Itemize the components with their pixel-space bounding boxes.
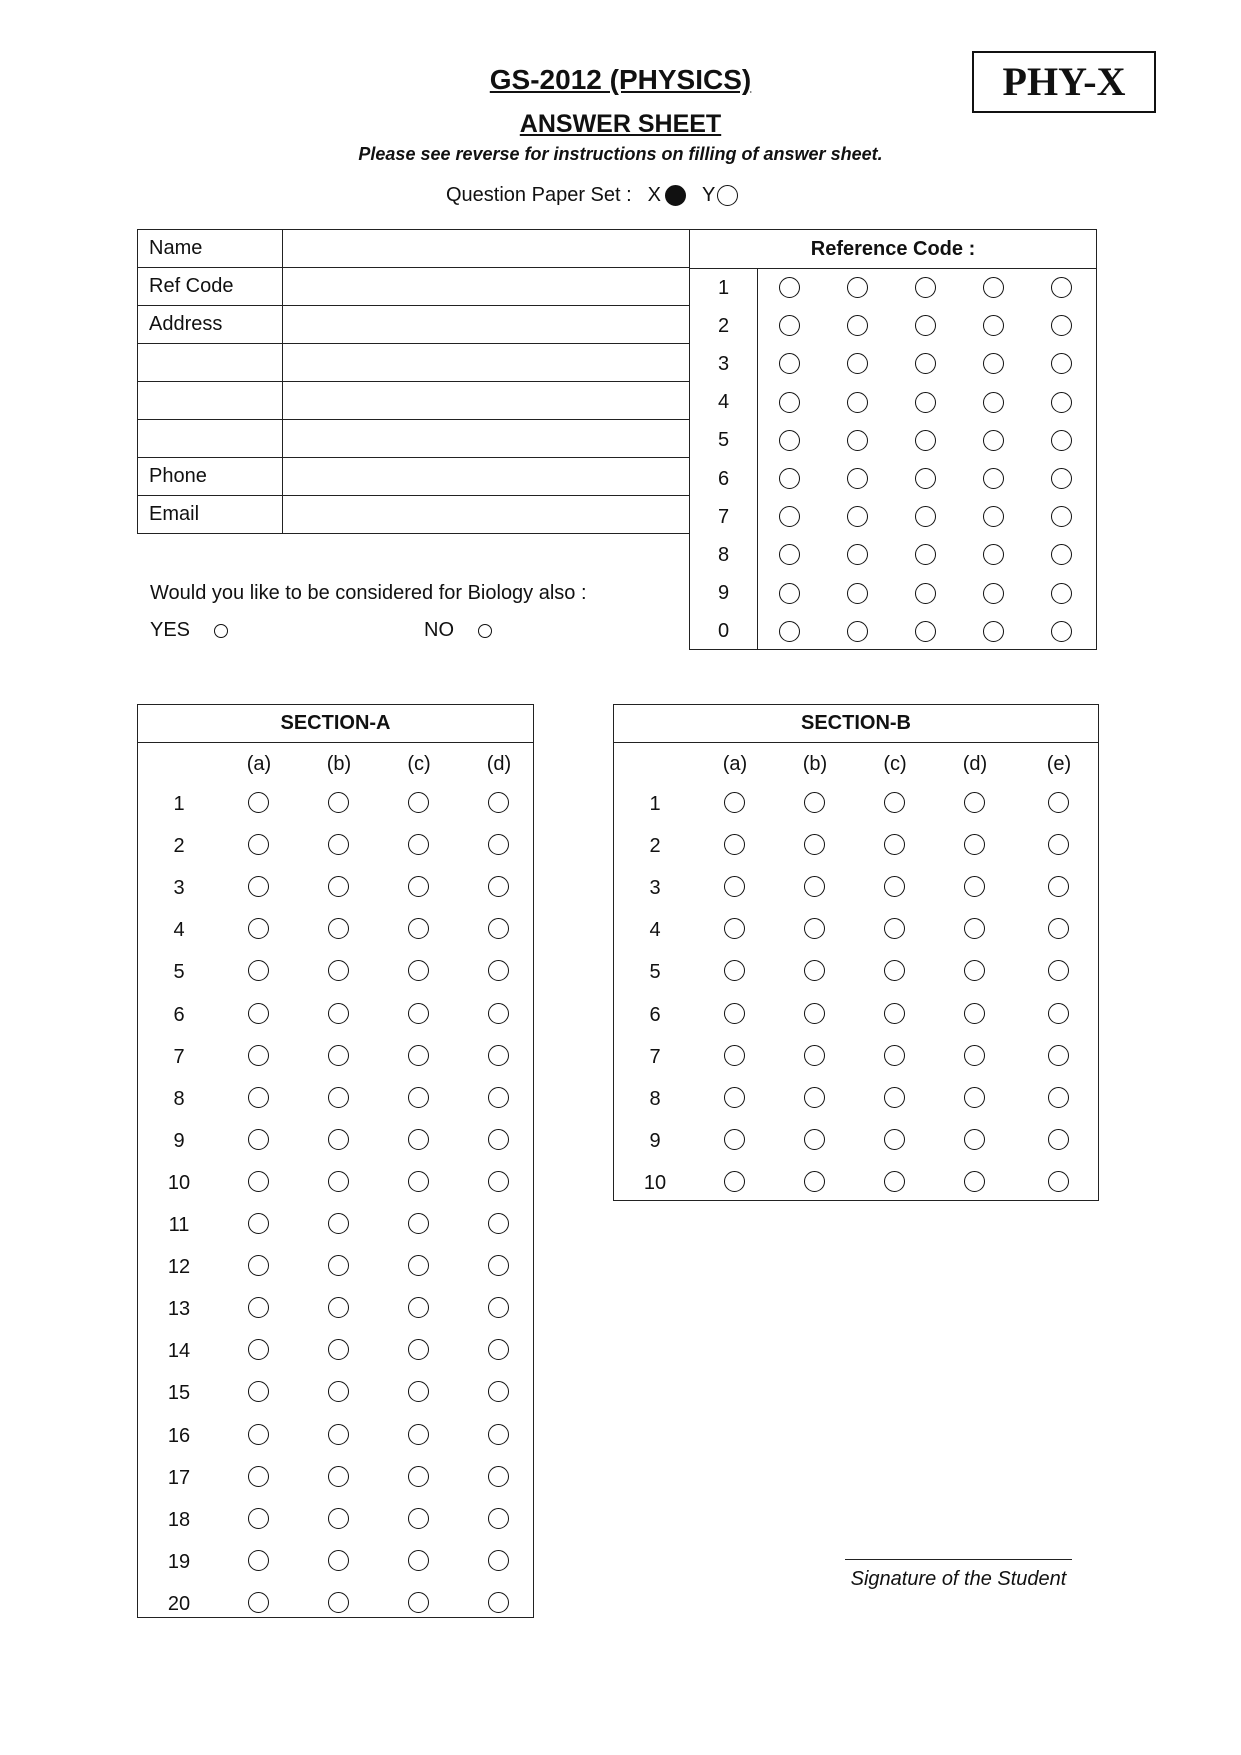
section-b-answer-bubble[interactable] <box>724 1129 745 1150</box>
reference-code-bubble[interactable] <box>779 506 800 527</box>
reference-code-bubble[interactable] <box>915 277 936 298</box>
info-row <box>138 496 690 534</box>
info-row <box>138 382 690 420</box>
info-field-input[interactable] <box>283 458 690 496</box>
set-x-bubble[interactable] <box>665 185 686 206</box>
section-b-answer-bubble[interactable] <box>724 834 745 855</box>
section-a-option-header: (d) <box>486 753 512 775</box>
section-b-answer-bubble[interactable] <box>964 1087 985 1108</box>
info-field-input[interactable] <box>283 344 690 382</box>
set-x-label: X <box>647 184 662 206</box>
section-a-answer-bubble[interactable] <box>248 1003 269 1024</box>
section-b-answer-bubble[interactable] <box>884 834 905 855</box>
reference-code-bubble[interactable] <box>1051 468 1072 489</box>
section-b-answer-bubble[interactable] <box>804 834 825 855</box>
section-b-answer-bubble[interactable] <box>804 792 825 813</box>
reference-code-bubble[interactable] <box>847 430 868 451</box>
section-b-answer-bubble[interactable] <box>804 1087 825 1108</box>
section-b-answer-bubble[interactable] <box>884 792 905 813</box>
section-a-answer-bubble[interactable] <box>328 1592 349 1613</box>
section-b-answer-bubble[interactable] <box>964 918 985 939</box>
biology-no-bubble[interactable] <box>478 624 492 638</box>
candidate-info-table <box>137 229 690 534</box>
reference-code-bubble[interactable] <box>779 277 800 298</box>
section-a-answer-bubble[interactable] <box>248 1339 269 1360</box>
section-a-question-number: 4 <box>173 919 185 942</box>
section-a-answer-bubble[interactable] <box>488 1171 509 1192</box>
reference-code-row <box>690 613 1096 651</box>
section-a-answer-bubble[interactable] <box>408 1255 429 1276</box>
reference-code-bubble[interactable] <box>1051 277 1072 298</box>
section-a-answer-bubble[interactable] <box>248 1129 269 1150</box>
section-b-answer-bubble[interactable] <box>804 876 825 897</box>
section-a-question-number: 10 <box>167 1171 191 1194</box>
reference-code-bubble[interactable] <box>847 583 868 604</box>
section-b-question-number: 2 <box>649 835 661 858</box>
section-a-question-number: 1 <box>173 793 185 815</box>
section-b-answer-bubble[interactable] <box>884 1087 905 1108</box>
section-b-answer-bubble[interactable] <box>1048 1045 1069 1066</box>
section-a-answer-bubble[interactable] <box>248 1171 269 1192</box>
reference-code-digit: 4 <box>717 391 730 414</box>
section-a-answer-bubble[interactable] <box>488 1129 509 1150</box>
section-a-answer-bubble[interactable] <box>408 1003 429 1024</box>
reference-code-bubble[interactable] <box>779 430 800 451</box>
reference-code-bubble[interactable] <box>915 315 936 336</box>
reference-code-digit: 9 <box>717 582 730 605</box>
section-a-answer-bubble[interactable] <box>408 876 429 897</box>
section-b-answer-bubble[interactable] <box>884 1003 905 1024</box>
reference-code-bubble[interactable] <box>915 353 936 374</box>
reference-code-bubble[interactable] <box>983 506 1004 527</box>
reference-code-bubble[interactable] <box>1051 353 1072 374</box>
info-field-input[interactable] <box>283 306 690 344</box>
reference-code-row <box>690 345 1096 383</box>
info-row <box>138 306 690 344</box>
section-b-answer-bubble[interactable] <box>884 1129 905 1150</box>
section-a-answer-bubble[interactable] <box>248 1381 269 1402</box>
reference-code-bubble[interactable] <box>1051 430 1072 451</box>
section-b-answer-bubble[interactable] <box>724 876 745 897</box>
section-b <box>613 704 1099 1201</box>
section-a-question-number: 19 <box>167 1550 191 1573</box>
section-a-answer-bubble[interactable] <box>488 876 509 897</box>
section-b-answer-bubble[interactable] <box>1048 876 1069 897</box>
section-a-answer-bubble[interactable] <box>408 1508 429 1529</box>
section-a-answer-bubble[interactable] <box>328 876 349 897</box>
section-a-answer-bubble[interactable] <box>488 1592 509 1613</box>
section-a-question-number: 3 <box>173 877 185 900</box>
section-a-answer-bubble[interactable] <box>488 834 509 855</box>
reference-code-bubble[interactable] <box>1051 315 1072 336</box>
section-a-answer-bubble[interactable] <box>408 1045 429 1066</box>
question-paper-set-label: Question Paper Set : <box>446 184 632 206</box>
section-a-answer-bubble[interactable] <box>408 1129 429 1150</box>
section-b-answer-bubble[interactable] <box>1048 1129 1069 1150</box>
section-a-answer-bubble[interactable] <box>408 1592 429 1613</box>
reference-code-bubble[interactable] <box>983 392 1004 413</box>
reference-code-bubble[interactable] <box>1051 583 1072 604</box>
section-a-question-number: 6 <box>173 1003 185 1026</box>
section-b-answer-bubble[interactable] <box>964 876 985 897</box>
section-a-answer-bubble[interactable] <box>488 960 509 981</box>
section-a-answer-bubble[interactable] <box>328 1045 349 1066</box>
reference-code-row <box>690 536 1096 574</box>
section-a-answer-bubble[interactable] <box>248 918 269 939</box>
section-b-answer-bubble[interactable] <box>964 792 985 813</box>
section-a-answer-bubble[interactable] <box>408 834 429 855</box>
section-a-answer-bubble[interactable] <box>328 1297 349 1318</box>
section-a-answer-bubble[interactable] <box>488 1255 509 1276</box>
section-a-answer-bubble[interactable] <box>408 1339 429 1360</box>
info-field-label <box>138 382 283 420</box>
set-y-label: Y <box>702 184 716 206</box>
reference-code-bubble[interactable] <box>847 392 868 413</box>
page-subtitle: ANSWER SHEET <box>519 110 722 138</box>
section-a-question-number: 7 <box>173 1045 185 1068</box>
reference-code-grid <box>689 229 1097 650</box>
section-b-answer-bubble[interactable] <box>884 1171 905 1192</box>
section-a-answer-bubble[interactable] <box>488 1213 509 1234</box>
biology-no-option <box>424 619 492 642</box>
section-b-answer-bubble[interactable] <box>1048 792 1069 813</box>
section-a-answer-bubble[interactable] <box>488 792 509 813</box>
reference-code-bubble[interactable] <box>847 277 868 298</box>
reference-code-title: Reference Code : <box>690 230 1096 269</box>
reference-code-bubble[interactable] <box>779 544 800 565</box>
section-a-answer-bubble[interactable] <box>328 792 349 813</box>
section-a-answer-bubble[interactable] <box>408 1213 429 1234</box>
section-a-answer-bubble[interactable] <box>488 1381 509 1402</box>
section-b-question-number: 3 <box>649 877 661 900</box>
section-b-option-header: (a) <box>722 753 748 775</box>
section-a-answer-bubble[interactable] <box>248 1508 269 1529</box>
section-a-answer-bubble[interactable] <box>328 1171 349 1192</box>
reference-code-bubble[interactable] <box>915 621 936 642</box>
section-b-answer-bubble[interactable] <box>884 918 905 939</box>
section-b-answer-bubble[interactable] <box>1048 1003 1069 1024</box>
section-a-answer-bubble[interactable] <box>328 834 349 855</box>
info-row <box>138 230 690 268</box>
section-a-answer-bubble[interactable] <box>408 960 429 981</box>
reference-code-row <box>690 575 1096 613</box>
reference-code-bubble[interactable] <box>779 468 800 489</box>
section-a-answer-bubble[interactable] <box>488 1003 509 1024</box>
reference-code-digit: 7 <box>717 505 730 528</box>
section-b-answer-bubble[interactable] <box>724 918 745 939</box>
section-b-answer-bubble[interactable] <box>1048 1087 1069 1108</box>
reference-code-bubble[interactable] <box>915 583 936 604</box>
section-b-option-header: (c) <box>883 753 907 775</box>
section-a-answer-bubble[interactable] <box>328 1381 349 1402</box>
reference-code-bubble[interactable] <box>915 506 936 527</box>
section-b-answer-bubble[interactable] <box>884 960 905 981</box>
info-field-input[interactable] <box>283 496 690 534</box>
reference-code-bubble[interactable] <box>915 392 936 413</box>
section-a-answer-bubble[interactable] <box>408 918 429 939</box>
section-a-question-number: 2 <box>173 835 185 858</box>
info-row <box>138 420 690 458</box>
reference-code-bubble[interactable] <box>779 583 800 604</box>
info-row <box>138 458 690 496</box>
reference-code-row <box>690 498 1096 536</box>
section-a-answer-bubble[interactable] <box>408 1171 429 1192</box>
section-b-answer-bubble[interactable] <box>724 792 745 813</box>
reference-code-bubble[interactable] <box>983 277 1004 298</box>
section-a <box>137 704 534 1618</box>
section-b-answer-bubble[interactable] <box>884 876 905 897</box>
reference-code-row <box>690 422 1096 460</box>
section-a-question-number: 17 <box>167 1466 191 1489</box>
section-a-question-number: 11 <box>168 1214 190 1236</box>
signature-label: Signature of the Student <box>850 1568 1067 1590</box>
section-a-answer-bubble[interactable] <box>248 1045 269 1066</box>
section-a-answer-bubble[interactable] <box>488 1339 509 1360</box>
section-a-answer-bubble[interactable] <box>328 1550 349 1571</box>
section-a-answer-bubble[interactable] <box>488 1297 509 1318</box>
section-b-answer-bubble[interactable] <box>1048 960 1069 981</box>
reference-code-bubble[interactable] <box>779 621 800 642</box>
section-a-answer-bubble[interactable] <box>328 1003 349 1024</box>
reference-code-bubble[interactable] <box>847 621 868 642</box>
page-title: GS-2012 (PHYSICS) <box>489 64 752 95</box>
section-b-question-number: 9 <box>649 1129 661 1152</box>
section-a-answer-bubble[interactable] <box>248 1424 269 1445</box>
reference-code-bubble[interactable] <box>983 468 1004 489</box>
section-b-answer-bubble[interactable] <box>964 1045 985 1066</box>
biology-no-label: NO <box>424 619 454 641</box>
reference-code-digit: 8 <box>717 543 730 566</box>
section-a-answer-bubble[interactable] <box>488 1550 509 1571</box>
section-b-answer-bubble[interactable] <box>964 834 985 855</box>
section-a-answer-bubble[interactable] <box>408 1550 429 1571</box>
section-a-question-number: 5 <box>173 961 185 984</box>
reference-code-bubble[interactable] <box>847 506 868 527</box>
section-a-answer-bubble[interactable] <box>248 876 269 897</box>
section-b-option-header: (e) <box>1046 753 1072 775</box>
section-a-answer-bubble[interactable] <box>408 1297 429 1318</box>
section-a-answer-bubble[interactable] <box>408 1087 429 1108</box>
section-a-answer-bubble[interactable] <box>328 1213 349 1234</box>
section-a-answer-bubble[interactable] <box>248 1087 269 1108</box>
section-a-question-number: 8 <box>173 1087 185 1110</box>
section-a-answer-bubble[interactable] <box>328 1466 349 1487</box>
section-b-question-number: 4 <box>649 919 661 942</box>
section-a-question-number: 16 <box>167 1424 191 1447</box>
section-b-answer-bubble[interactable] <box>804 1003 825 1024</box>
biology-yes-label: YES <box>150 619 191 641</box>
section-a-answer-bubble[interactable] <box>248 1255 269 1276</box>
reference-code-bubble[interactable] <box>847 315 868 336</box>
reference-code-bubble[interactable] <box>915 544 936 565</box>
section-b-answer-bubble[interactable] <box>724 1171 745 1192</box>
info-field-label <box>138 420 283 458</box>
section-a-title: SECTION-A <box>138 705 533 743</box>
section-a-answer-bubble[interactable] <box>328 1129 349 1150</box>
info-field-label: Phone <box>138 458 283 496</box>
section-b-answer-bubble[interactable] <box>804 1171 825 1192</box>
section-a-answer-bubble[interactable] <box>248 1297 269 1318</box>
reference-code-bubble[interactable] <box>1051 621 1072 642</box>
reference-code-bubble[interactable] <box>983 430 1004 451</box>
section-b-answer-bubble[interactable] <box>964 1129 985 1150</box>
reference-code-digit: 3 <box>717 352 730 375</box>
section-b-question-number: 10 <box>643 1171 667 1194</box>
reference-code-bubble[interactable] <box>847 468 868 489</box>
biology-yes-option <box>150 619 228 642</box>
section-a-answer-bubble[interactable] <box>248 960 269 981</box>
reference-code-row <box>690 307 1096 345</box>
info-field-label: Email <box>138 496 283 534</box>
section-b-option-header: (b) <box>802 753 828 775</box>
reference-code-digit: 5 <box>717 429 730 452</box>
section-a-answer-bubble[interactable] <box>488 1466 509 1487</box>
section-b-question-number: 5 <box>649 961 661 984</box>
biology-yes-bubble[interactable] <box>214 624 228 638</box>
reference-code-row <box>690 384 1096 422</box>
section-a-answer-bubble[interactable] <box>328 1255 349 1276</box>
section-a-question-number: 20 <box>167 1592 191 1615</box>
section-b-answer-bubble[interactable] <box>884 1045 905 1066</box>
section-a-answer-bubble[interactable] <box>328 1339 349 1360</box>
paper-code-box: PHY-X <box>972 51 1156 113</box>
section-a-option-header: (b) <box>326 753 352 775</box>
info-field-input[interactable] <box>283 268 690 306</box>
biology-question: Would you like to be considered for Biology also : <box>150 582 587 604</box>
section-a-question-number: 9 <box>173 1129 185 1152</box>
reference-code-row <box>690 269 1096 307</box>
reference-code-bubble[interactable] <box>983 621 1004 642</box>
info-row <box>138 344 690 382</box>
section-a-answer-bubble[interactable] <box>328 1087 349 1108</box>
section-a-answer-bubble[interactable] <box>248 1550 269 1571</box>
section-b-answer-bubble[interactable] <box>964 1003 985 1024</box>
section-b-answer-bubble[interactable] <box>804 918 825 939</box>
section-b-title: SECTION-B <box>614 705 1098 743</box>
section-a-question-number: 18 <box>167 1508 191 1531</box>
reference-code-bubble[interactable] <box>983 315 1004 336</box>
section-a-answer-bubble[interactable] <box>328 960 349 981</box>
info-field-label <box>138 344 283 382</box>
section-a-answer-bubble[interactable] <box>328 1508 349 1529</box>
section-a-answer-bubble[interactable] <box>248 1466 269 1487</box>
section-a-answer-bubble[interactable] <box>488 1508 509 1529</box>
section-a-answer-bubble[interactable] <box>408 1381 429 1402</box>
section-a-question-number: 15 <box>167 1382 191 1405</box>
info-field-label: Address <box>138 306 283 344</box>
section-b-option-header: (d) <box>962 753 988 775</box>
info-field-input[interactable] <box>283 420 690 458</box>
section-b-answer-bubble[interactable] <box>1048 1171 1069 1192</box>
section-a-answer-bubble[interactable] <box>328 1424 349 1445</box>
question-paper-set <box>446 184 744 207</box>
section-a-question-number: 12 <box>167 1256 191 1279</box>
reference-code-bubble[interactable] <box>847 544 868 565</box>
section-a-answer-bubble[interactable] <box>248 834 269 855</box>
reference-code-bubble[interactable] <box>779 353 800 374</box>
section-b-answer-bubble[interactable] <box>804 1045 825 1066</box>
section-b-answer-bubble[interactable] <box>724 1045 745 1066</box>
section-a-answer-bubble[interactable] <box>248 1213 269 1234</box>
section-b-answer-bubble[interactable] <box>804 1129 825 1150</box>
section-a-question-number: 13 <box>167 1298 191 1321</box>
reference-code-bubble[interactable] <box>915 430 936 451</box>
reference-code-bubble[interactable] <box>1051 506 1072 527</box>
reference-code-digit: 0 <box>717 620 730 643</box>
info-row <box>138 268 690 306</box>
section-a-answer-bubble[interactable] <box>488 918 509 939</box>
signature-line <box>845 1559 1072 1560</box>
section-a-option-header: (a) <box>246 753 272 775</box>
reference-code-bubble[interactable] <box>915 468 936 489</box>
reference-code-row <box>690 460 1096 498</box>
section-a-answer-bubble[interactable] <box>488 1087 509 1108</box>
instructions-text: Please see reverse for instructions on filling of answer sheet. <box>358 144 883 164</box>
section-b-answer-bubble[interactable] <box>964 1171 985 1192</box>
section-b-answer-bubble[interactable] <box>804 960 825 981</box>
reference-code-digit: 1 <box>717 276 730 299</box>
reference-code-bubble[interactable] <box>779 392 800 413</box>
section-b-question-number: 7 <box>649 1045 661 1068</box>
info-field-label: Ref Code <box>138 268 283 306</box>
section-b-question-number: 8 <box>649 1087 661 1110</box>
section-b-answer-bubble[interactable] <box>724 1003 745 1024</box>
reference-code-digit: 6 <box>717 467 730 490</box>
section-b-answer-bubble[interactable] <box>1048 834 1069 855</box>
section-a-question-number: 14 <box>167 1340 191 1363</box>
reference-code-bubble[interactable] <box>847 353 868 374</box>
section-b-answer-bubble[interactable] <box>724 960 745 981</box>
section-a-answer-bubble[interactable] <box>408 792 429 813</box>
reference-code-bubble[interactable] <box>1051 392 1072 413</box>
section-a-answer-bubble[interactable] <box>328 918 349 939</box>
section-a-answer-bubble[interactable] <box>248 792 269 813</box>
section-a-answer-bubble[interactable] <box>248 1592 269 1613</box>
section-b-question-number: 1 <box>649 793 661 815</box>
section-a-answer-bubble[interactable] <box>488 1045 509 1066</box>
section-a-answer-bubble[interactable] <box>408 1424 429 1445</box>
section-a-option-header: (c) <box>407 753 431 775</box>
set-y-bubble[interactable] <box>717 185 738 206</box>
reference-code-bubble[interactable] <box>1051 544 1072 565</box>
info-field-label: Name <box>138 230 283 268</box>
reference-code-bubble[interactable] <box>983 544 1004 565</box>
section-a-answer-bubble[interactable] <box>408 1466 429 1487</box>
reference-code-bubble[interactable] <box>779 315 800 336</box>
section-a-answer-bubble[interactable] <box>488 1424 509 1445</box>
info-field-input[interactable] <box>283 382 690 420</box>
info-field-input[interactable] <box>283 230 690 268</box>
section-b-answer-bubble[interactable] <box>724 1087 745 1108</box>
reference-code-bubble[interactable] <box>983 353 1004 374</box>
section-b-answer-bubble[interactable] <box>964 960 985 981</box>
section-b-answer-bubble[interactable] <box>1048 918 1069 939</box>
section-b-question-number: 6 <box>649 1003 661 1026</box>
reference-code-bubble[interactable] <box>983 583 1004 604</box>
reference-code-digit: 2 <box>717 314 730 337</box>
